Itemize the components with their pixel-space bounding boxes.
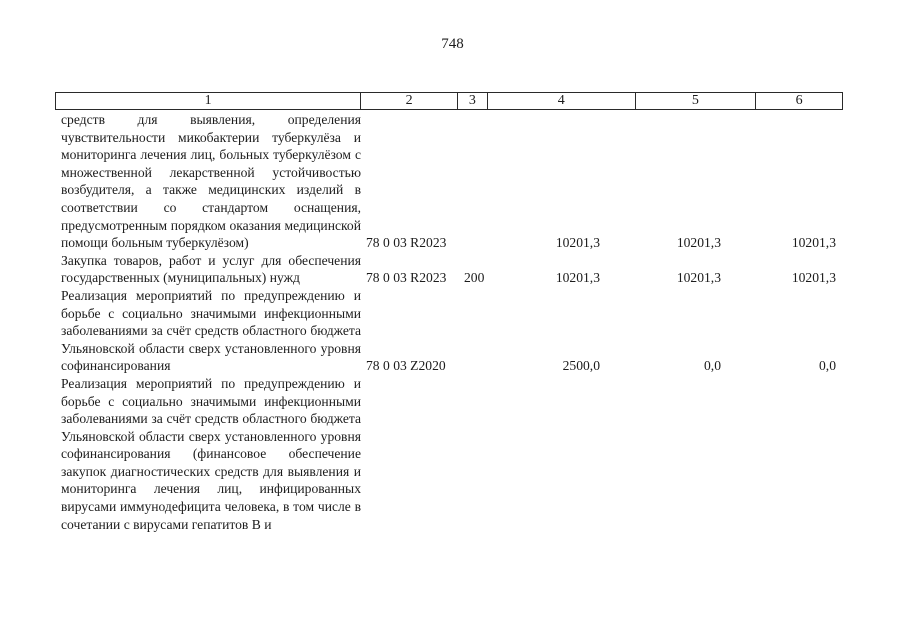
header-col-2: 2 [361, 93, 458, 109]
row-value-6: 10201,3 [791, 270, 836, 286]
row-type: 200 [464, 270, 485, 286]
header-col-6: 6 [795, 93, 803, 108]
table-row [0, 252, 905, 287]
row-value-4: 10201,3 [555, 235, 600, 251]
header-col-5: 5 [636, 93, 757, 109]
table-header [55, 92, 843, 110]
row-code: 78 0 03 Z2020 [366, 358, 446, 374]
row-value-6: 0,0 [819, 358, 836, 374]
table-row [0, 375, 905, 533]
row-description: Закупка товаров, работ и услуг для обеспечения государственных (муниципальных) нужд [61, 252, 361, 286]
table-row [0, 287, 905, 375]
header-col-1: 1 [56, 93, 361, 109]
row-value-5: 10201,3 [676, 235, 721, 251]
table-body [0, 111, 905, 533]
row-code: 78 0 03 R2023 [366, 270, 447, 286]
header-col-4: 4 [488, 93, 636, 109]
row-value-5: 10201,3 [676, 270, 721, 286]
row-description: средств для выявления, определения чувствительности микобактерии туберкулёза и мониторинга лечения лиц, больных туберкулёзом с множественной лекарственной устойчивостью возбудителя, а также медицинских изделий в соответствии со стандартом оснащения, предусмотренным порядком оказания медицинской помощи больным туберкулёзом) [61, 112, 361, 251]
row-description: Реализация мероприятий по предупреждению и борьбе с социально значимыми инфекционными заболеваниями за счёт средств областного бюджета Ульяновской области сверх установленного уровня софинансирования (финансовое обеспечение закупок диагностических средств для выявления и мониторинга лечения лиц, инфицированных вирусами иммунодефицита человека, в том числе в сочетании с вирусами гепатитов В и [61, 375, 361, 532]
row-value-5: 0,0 [704, 358, 721, 374]
row-value-4: 2500,0 [562, 358, 600, 374]
table-row [0, 111, 905, 252]
row-value-6: 10201,3 [791, 235, 836, 251]
row-code: 78 0 03 R2023 [366, 235, 447, 251]
page-number: 748 [441, 36, 464, 52]
header-col-3: 3 [458, 93, 488, 109]
row-description: Реализация мероприятий по предупреждению и борьбе с социально значимыми инфекционными заболеваниями за счёт средств областного бюджета Ульяновской области сверх установленного уровня софинансирования [61, 287, 361, 374]
row-value-4: 10201,3 [555, 270, 600, 286]
